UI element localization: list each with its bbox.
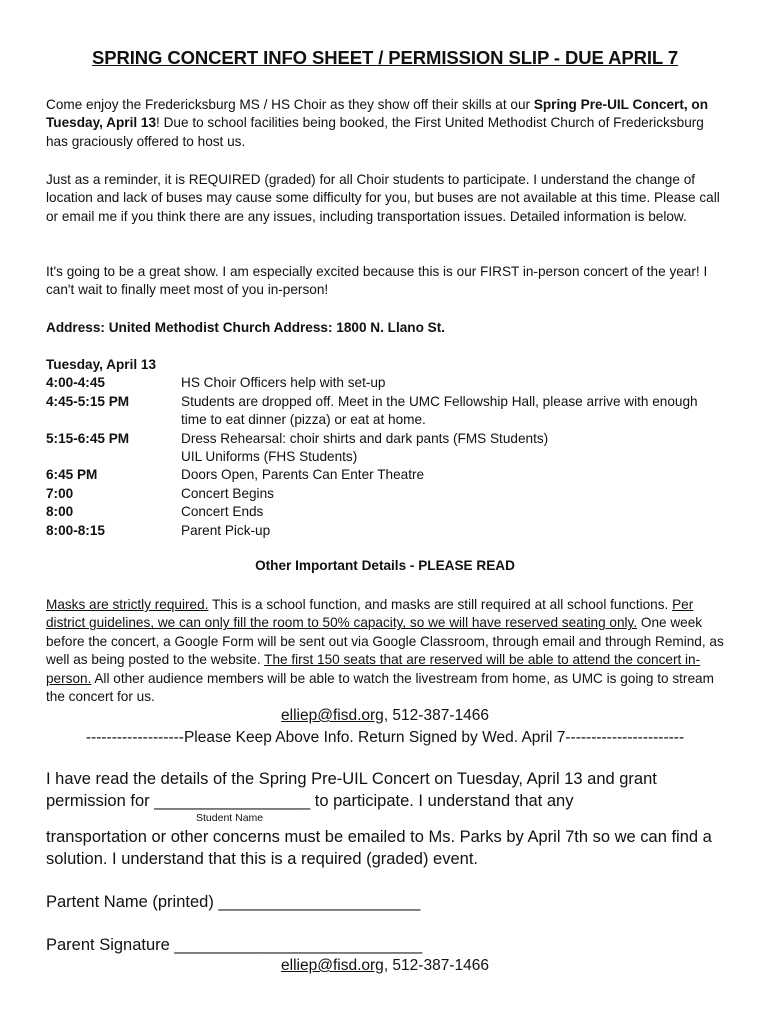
- schedule-day: Tuesday, April 13: [46, 357, 157, 372]
- schedule-row: [46, 485, 726, 503]
- address-line: Address: United Methodist Church Address: 1800 N. Llano St.: [46, 320, 446, 335]
- intro-paragraph: [46, 96, 726, 151]
- schedule-time: 8:00-8:15: [46, 522, 105, 538]
- seats-note: The first 150 seats that are reserved will be able to attend the concert in-person.: [46, 652, 701, 686]
- student-name-label: Student Name: [196, 812, 264, 824]
- intro-concert-date: Spring Pre-UIL Concert, on Tuesday, April 13: [46, 97, 709, 131]
- schedule-time: 4:00-4:45: [46, 375, 105, 391]
- schedule-desc: Concert Ends: [181, 504, 264, 520]
- details-text-2: One week before the concert, a Google Form will be sent out via Google Classroom, through email and through Remind, as well as being posted to the website.: [46, 615, 724, 668]
- reminder-paragraph: Just as a reminder, it is REQUIRED (graded) for all Choir students to participate. I understand the change of location and lack of buses may cause some difficulty for you, but buses are not available at this time. Please call or email me if you think there are any issues, including transportation issues. Detailed information is below.: [46, 172, 720, 224]
- intro-text-1: Come enjoy the Fredericksburg MS / HS Choir as they show off their skills at our: [46, 97, 534, 112]
- excited-paragraph: It's going to be a great show. I am especially excited because this is our FIRST in-person concert of the year! I can't wait to finally meet most of you in-person!: [46, 264, 708, 298]
- schedule-time: [46, 448, 181, 466]
- permission-statement-cont: transportation or other concerns must be emailed to Ms. Parks by April 7th so we can find a solution. I understand that this is a required (graded) event.: [46, 828, 712, 868]
- schedule-desc: UIL Uniforms (FHS Students): [181, 449, 358, 465]
- schedule-row: [46, 503, 726, 521]
- schedule: [46, 356, 726, 540]
- masks-required: Masks are strictly required.: [46, 597, 209, 612]
- intro-text-2: ! Due to school facilities being booked, the First United Methodist Church of Fredericksburg has graciously offered to host us.: [46, 115, 704, 149]
- schedule-time: 8:00: [46, 504, 74, 520]
- schedule-row: [46, 374, 726, 392]
- schedule-row: [46, 393, 726, 430]
- schedule-desc: Dress Rehearsal: choir shirts and dark pants (FMS Students): [181, 430, 549, 446]
- page-title: SPRING CONCERT INFO SHEET / PERMISSION SLIP - DUE APRIL 7: [91, 47, 679, 68]
- schedule-desc: Doors Open, Parents Can Enter Theatre: [181, 467, 425, 483]
- email-link[interactable]: elliep@fisd.org: [281, 707, 384, 724]
- phone-number: , 512-387-1466: [383, 707, 489, 724]
- schedule-time: 5:15-6:45 PM: [46, 430, 130, 446]
- schedule-row: [46, 430, 726, 448]
- schedule-desc: HS Choir Officers help with set-up: [181, 375, 386, 391]
- other-details-heading: Other Important Details - PLEASE READ: [255, 558, 515, 573]
- schedule-desc: Students are dropped off. Meet in the UMC Fellowship Hall, please arrive with enough time to eat dinner (pizza) or eat at home.: [181, 393, 698, 428]
- schedule-row: [46, 522, 726, 540]
- schedule-desc: Concert Begins: [181, 485, 274, 501]
- details-text-3: All other audience members will be able to watch the livestream from home, as UMC is going to stream the concert for us.: [46, 670, 714, 705]
- cut-line: -------------------Please Keep Above Info. Return Signed by Wed. April 7-----------------------: [85, 729, 685, 746]
- schedule-time: 4:45-5:15 PM: [46, 393, 130, 409]
- details-paragraph: [46, 596, 726, 706]
- contact-line-footer: [0, 957, 770, 975]
- phone-number-footer: , 512-387-1466: [383, 957, 489, 974]
- schedule-row: [46, 466, 726, 484]
- email-link-footer[interactable]: elliep@fisd.org: [281, 957, 384, 974]
- parent-name-field[interactable]: Partent Name (printed) ______________________: [46, 893, 421, 911]
- permission-statement: I have read the details of the Spring Pre-UIL Concert on Tuesday, April 13 and grant permission for _________________ to participate. I understand that any: [46, 770, 657, 810]
- capacity-note: Per district guidelines, we can only fill the room to 50% capacity, so we will have reserved seating only.: [46, 597, 694, 631]
- schedule-desc: Parent Pick-up: [181, 522, 271, 538]
- details-text-1: This is a school function, and masks are still required at all school functions.: [208, 597, 673, 612]
- schedule-row: [46, 448, 726, 466]
- schedule-time: 6:45 PM: [46, 467, 98, 483]
- schedule-time: 7:00: [46, 485, 74, 501]
- contact-line: [0, 707, 770, 725]
- parent-signature-field[interactable]: Parent Signature ___________________________: [46, 936, 423, 954]
